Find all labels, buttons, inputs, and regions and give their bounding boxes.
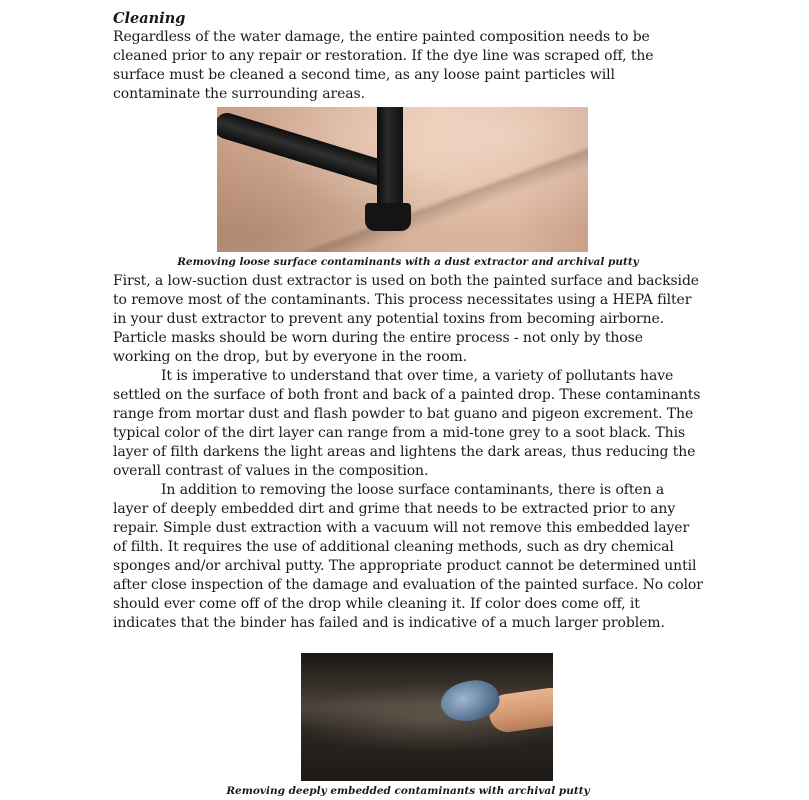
section-heading: Cleaning	[113, 10, 186, 27]
figure-caption: Removing deeply embedded contaminants with archival putty	[226, 785, 590, 797]
archival-putty-photo	[301, 653, 553, 781]
extractor-nozzle	[365, 203, 411, 231]
figure-archival-putty	[113, 653, 703, 798]
body-paragraph-3: In addition to removing the loose surface contaminants, there is often a layer of deeply embedded dirt and grime that needs to be extracted prior to any repair. Simple dust extraction with a vacuum will not remove this embedded layer of filth. It requires the use of additional cleaning methods, such as dry chemical sponges and/or archival putty. The appropriate product cannot be determined until after close inspection of the damage and evaluation of the painted surface. No color should ever come off of the drop while cleaning it. If color does come off, it indicates that the binder has failed and is indicative of a much larger problem.	[113, 482, 703, 631]
document-page	[113, 9, 703, 798]
body-paragraph-2: It is imperative to understand that over time, a variety of pollutants have settled on the surface of both front and back of a painted drop. These contaminants range from mortar dust and flash powder to bat guano and pigeon excrement. The typical color of the dirt layer can range from a mid-tone grey to a soot black. This layer of filth darkens the light areas and lightens the dark areas, thus reducing the overall contrast of values in the composition.	[113, 368, 701, 479]
dust-extractor-photo	[217, 107, 588, 252]
intro-paragraph: Regardless of the water damage, the entire painted composition needs to be cleaned prior to any repair or restoration. If the dye line was scraped off, the surface must be cleaned a second time, as any loose paint particles will contaminate the surrounding areas.	[113, 29, 654, 102]
figure-dust-extractor	[113, 107, 703, 269]
body-paragraph-1: First, a low-suction dust extractor is used on both the painted surface and backside to remove most of the contaminants. This process necessitates using a HEPA filter in your dust extractor to prevent any potential toxins from becoming airborne. Particle masks should be worn during the entire process - not only by those working on the drop, but by everyone in the room.	[113, 273, 699, 365]
figure-caption: Removing loose surface contaminants with a dust extractor and archival putty	[177, 256, 639, 268]
